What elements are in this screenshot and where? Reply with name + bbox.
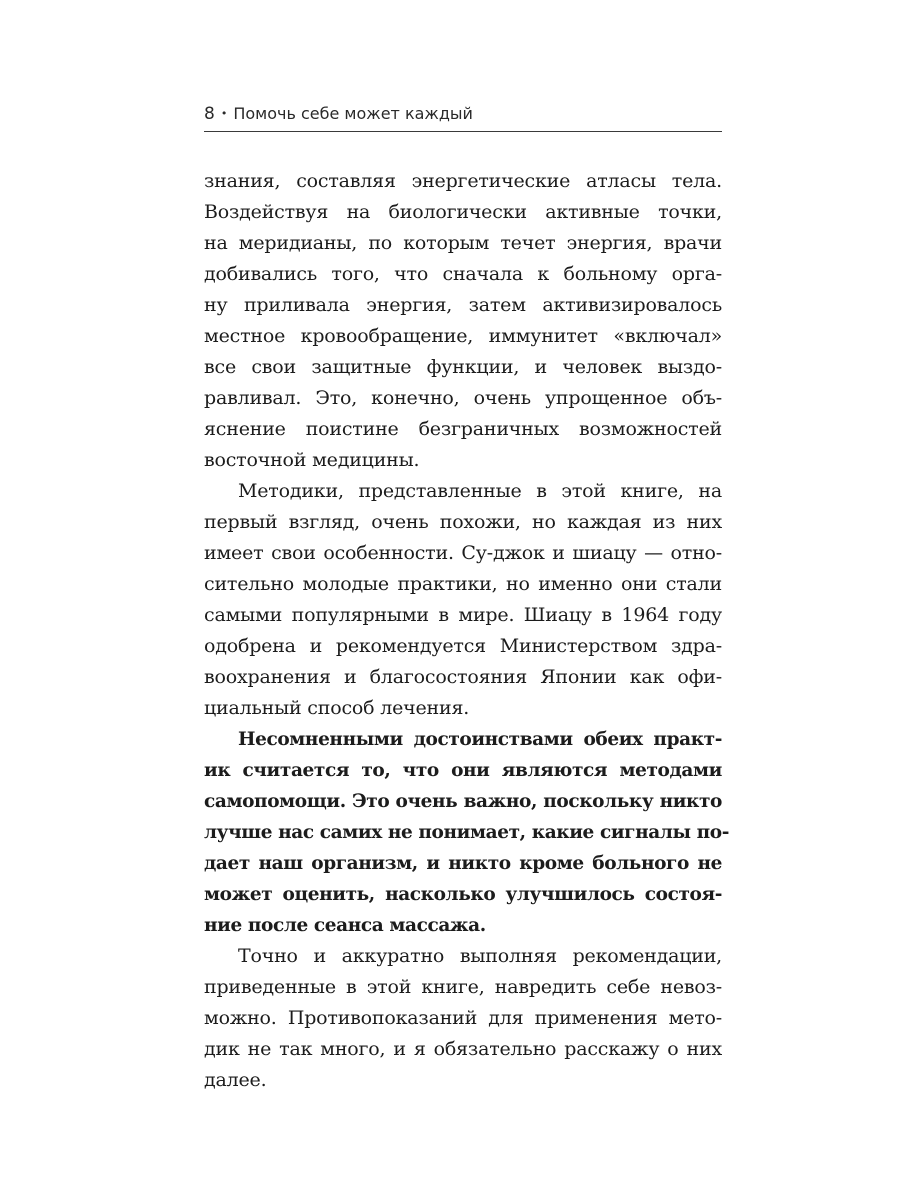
- text-line: Несомненными достоинствами обеих практ-: [238, 729, 722, 750]
- text-line: ну приливала энергия, затем активизировалось: [204, 294, 722, 316]
- text-line: дает наш организм, и никто кроме больного не: [204, 853, 722, 874]
- text-line: Воздействуя на биологически активные точки,: [204, 201, 722, 223]
- book-title: Помочь себе может каждый: [233, 104, 473, 123]
- page-number: 8: [204, 104, 215, 124]
- text-line: лучше нас самих не понимает, какие сигналы по-: [204, 822, 730, 843]
- paragraph-2: [204, 476, 722, 724]
- text-line: самопомощи. Это очень важно, поскольку никто: [204, 791, 722, 812]
- text-line: приведенные в этой книге, навредить себе невоз-: [204, 976, 722, 998]
- header-divider: [204, 131, 722, 132]
- text-line: яснение поистине безграничных возможностей: [204, 418, 722, 440]
- text-line: ик считается то, что они являются методами: [204, 760, 722, 781]
- text-line: все свои защитные функции, и человек выздо-: [204, 356, 722, 378]
- text-line: можно. Противопоказаний для применения мето-: [204, 1007, 722, 1029]
- text-line: знания, составляя энергетические атласы тела.: [204, 170, 722, 192]
- text-line: одобрена и рекомендуется Министерством здра-: [204, 635, 722, 657]
- text-line: равливал. Это, конечно, очень упрощенное объ-: [204, 387, 722, 409]
- header-bullet: •: [220, 107, 228, 120]
- text-line: может оценить, насколько улучшилось состоя-: [204, 884, 722, 905]
- text-line: имеет свои особенности. Су-джок и шиацу — отно-: [204, 542, 722, 564]
- text-line: добивались того, что сначала к больному орга-: [204, 263, 722, 285]
- text-line: Точно и аккуратно выполняя рекомендации,: [238, 945, 722, 967]
- text-line: на меридианы, по которым течет энергия, врачи: [204, 232, 722, 254]
- text-line: местное кровообращение, иммунитет «включал»: [204, 325, 722, 347]
- text-line: сительно молодые практики, но именно они стали: [204, 573, 722, 595]
- body-text: [204, 166, 730, 1096]
- paragraph-4: [204, 941, 722, 1096]
- running-header: [204, 100, 722, 128]
- text-line: Методики, представленные в этой книге, на: [238, 480, 722, 502]
- text-line: циальный способ лечения.: [204, 697, 470, 719]
- text-line: восточной медицины.: [204, 449, 420, 471]
- text-line: далее.: [204, 1069, 267, 1091]
- text-line: дик не так много, и я обязательно расскажу о них: [204, 1038, 722, 1060]
- text-line: ние после сеанса массажа.: [204, 915, 486, 936]
- text-line: самыми популярными в мире. Шиацу в 1964 году: [204, 604, 722, 626]
- text-line: первый взгляд, очень похожи, но каждая из них: [204, 511, 722, 533]
- paragraph-3-bold: [204, 724, 730, 941]
- paragraph-1: [204, 166, 722, 476]
- text-line: воохранения и благосостояния Японии как офи-: [204, 666, 722, 688]
